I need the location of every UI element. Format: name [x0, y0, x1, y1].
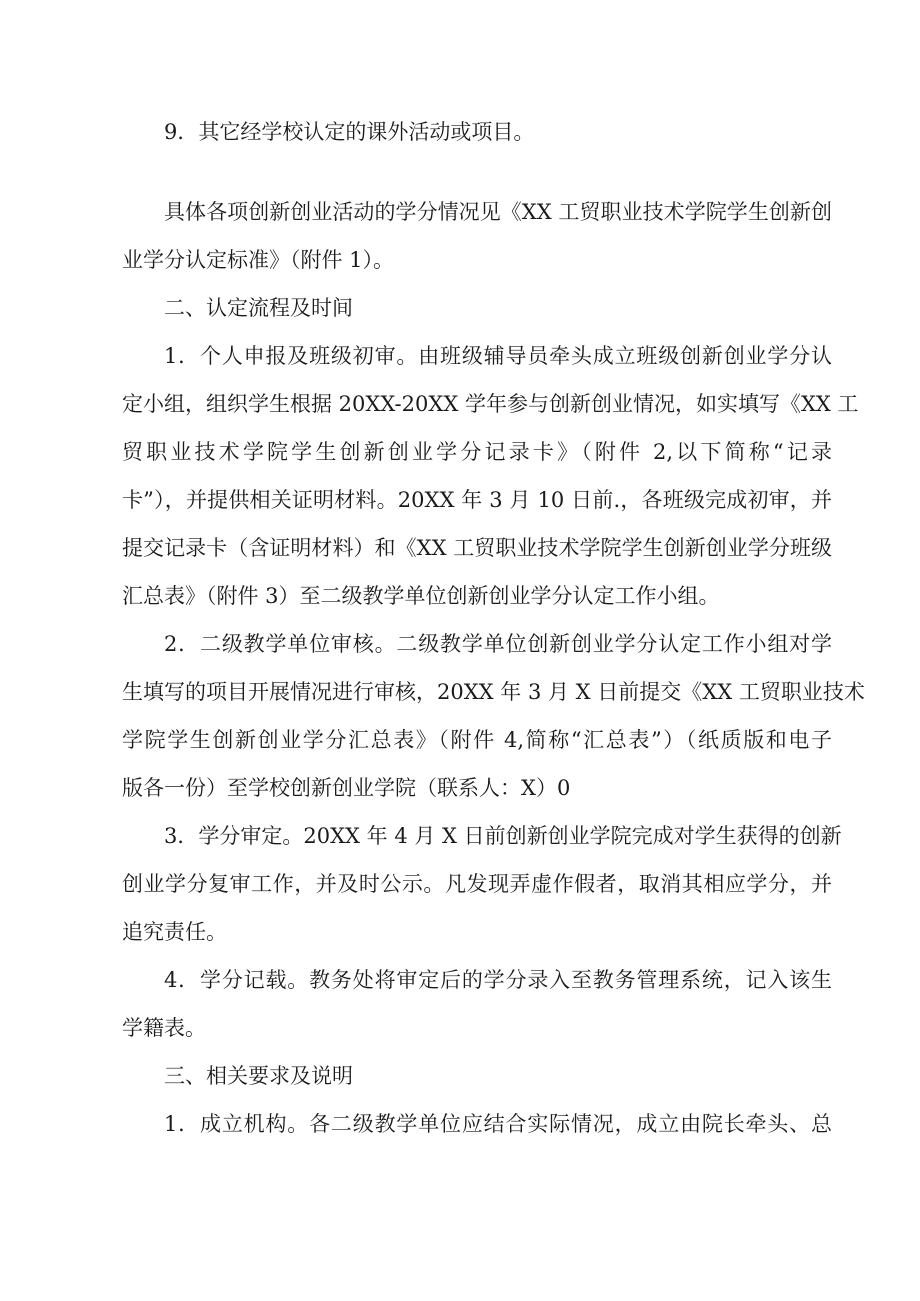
- step-2-line-3: 学院学生创新创业学分汇总表》（附件 4,简称“汇总表”）（纸质版和电子: [122, 728, 832, 752]
- step-2-line-4: 版各一份）至学校创新创业学院（联系人：X）0: [122, 776, 571, 800]
- step-2-line-2: 生填写的项目开展情况进行审核，20XX 年 3 月 X 日前提交《XX 工贸职业技术: [122, 680, 865, 704]
- step-1-line-2: 定小组，组织学生根据 20XX-20XX 学年参与创新创业情况，如实填写《XX 工: [122, 392, 859, 416]
- step-3-line-1: 3．学分审定。20XX 年 4 月 X 日前创新创业学院完成对学生获得的创新: [164, 824, 842, 848]
- step-3-line-3: 追究责任。: [122, 920, 227, 944]
- step-1-line-1: 1．个人申报及班级初审。由班级辅导员牵头成立班级创新创业学分认: [164, 344, 832, 368]
- requirement-1-line-1: 1．成立机构。各二级教学单位应结合实际情况，成立由院长牵头、总: [164, 1112, 832, 1136]
- paragraph-credits-line-1: 具体各项创新创业活动的学分情况见《XX 工贸职业技术学院学生创新创: [164, 200, 832, 224]
- step-1-line-4: 卡”），并提供相关证明材料。20XX 年 3 月 10 日前.，各班级完成初审，并: [122, 488, 832, 512]
- section-2-heading-text: 二、认定流程及时间: [164, 296, 353, 320]
- paragraph-credits-line-2: 业学分认定标准》（附件 1）。: [122, 248, 395, 272]
- step-1-line-3: 贸职业技术学院学生创新创业学分记录卡》（附件 2,以下简称“记录: [122, 440, 832, 464]
- step-1-line-5: 提交记录卡（含证明材料）和《XX 工贸职业技术学院学生创新创业学分班级: [122, 536, 832, 560]
- step-4-line-1: 4．学分记载。教务处将审定后的学分录入至教务管理系统，记入该生: [164, 968, 832, 992]
- list-item-9-text: 9．其它经学校认定的课外活动或项目。: [164, 120, 535, 144]
- section-3-heading-text: 三、相关要求及说明: [164, 1064, 353, 1088]
- step-4-line-2: 学籍表。: [122, 1016, 206, 1040]
- step-3-line-2: 创业学分复审工作，并及时公示。凡发现弄虚作假者，取消其相应学分，并: [122, 872, 832, 896]
- step-2-line-1: 2．二级教学单位审核。二级教学单位创新创业学分认定工作小组对学: [164, 632, 832, 656]
- step-1-line-6: 汇总表》（附件 3）至二级教学单位创新创业学分认定工作小组。: [122, 584, 720, 608]
